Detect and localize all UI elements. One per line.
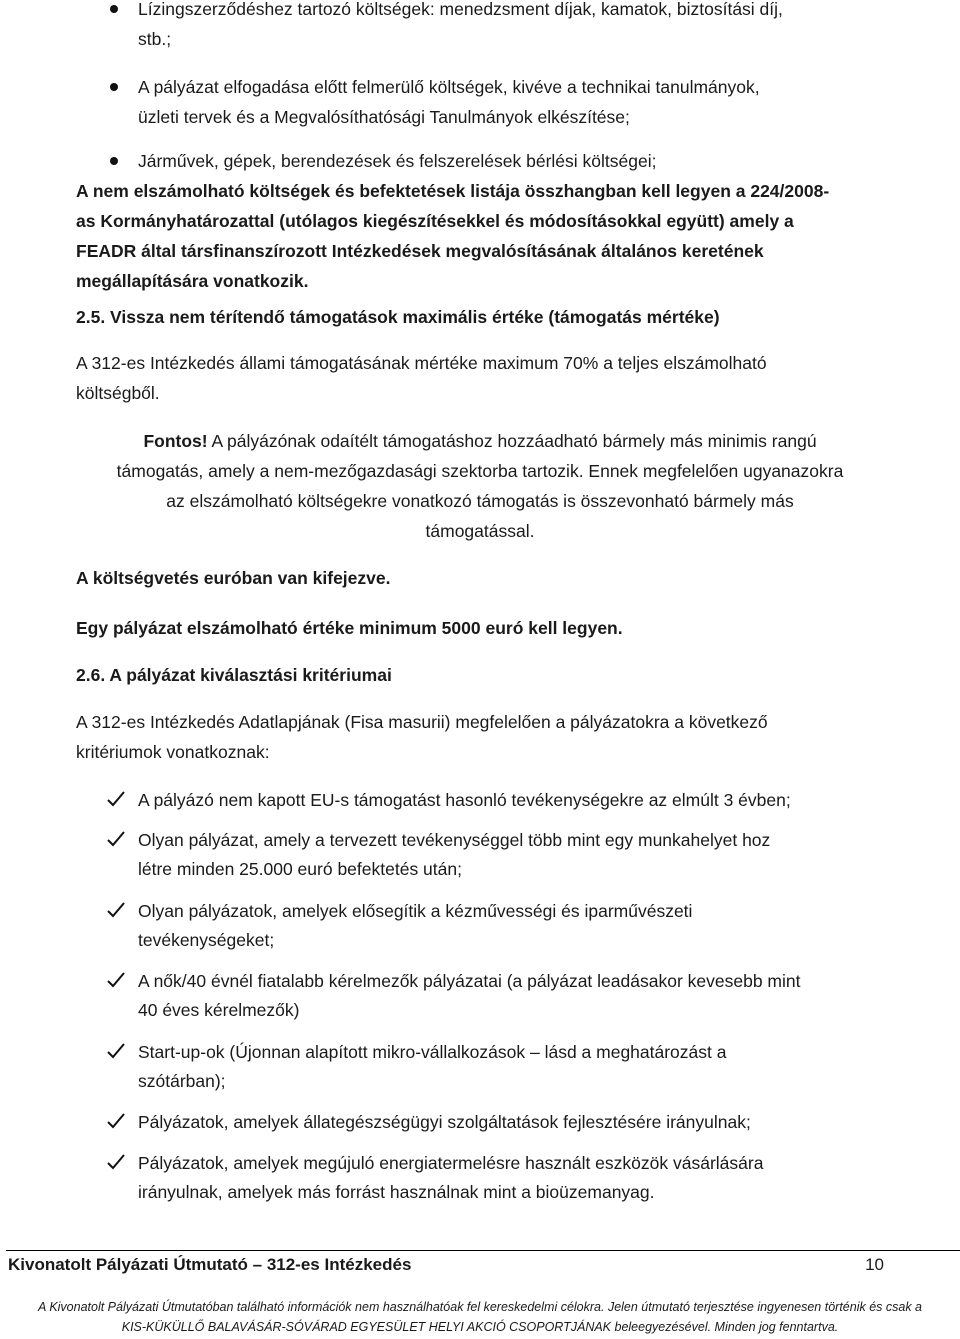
text-line: létre minden 25.000 euró befektetés után; bbox=[138, 859, 462, 879]
text-line: FEADR által társfinanszírozott Intézkedések megvalósításának általános keretének bbox=[76, 241, 764, 261]
checkmark-icon bbox=[106, 1111, 126, 1131]
text-line: Olyan pályázat, amely a tervezett tevékenységgel több mint egy munkahelyet hoz bbox=[138, 830, 771, 850]
important-label: Fontos! bbox=[143, 431, 208, 451]
checkmark-icon bbox=[106, 1041, 126, 1061]
important-note bbox=[60, 426, 900, 546]
text-line: A 312-es Intézkedés állami támogatásának mértéke maximum 70% a teljes elszámolható bbox=[76, 353, 767, 373]
page-number: 10 bbox=[865, 1255, 884, 1274]
text-line: A pályázónak odaítélt támogatáshoz hozzáadható bármely más minimis rangú bbox=[207, 431, 817, 451]
text-line: az elszámolható költségekre vonatkozó támogatás is összevonható bármely más bbox=[166, 491, 794, 511]
bullet-text: Járművek, gépek, berendezések és felszerelések bérlési költségei; bbox=[138, 151, 657, 171]
footer-title-text: – 312-es Intézkedés bbox=[252, 1255, 412, 1274]
section-heading-2-5: 2.5. Vissza nem térítendő támogatások maximális értéke (támogatás mértéke) bbox=[76, 307, 720, 327]
text-line: A nők/40 évnél fiatalabb kérelmezők pályázatai (a pályázat leadásakor kevesebb mint bbox=[138, 971, 801, 991]
checkmark-icon bbox=[106, 970, 126, 990]
non-eligible-paragraph bbox=[76, 176, 906, 296]
bullet-item-3 bbox=[138, 146, 898, 176]
text-line: Start-up-ok (Újonnan alapított mikro-vállalkozások – lásd a meghatározást a bbox=[138, 1042, 727, 1062]
text-line: irányulnak, amelyek más forrást használnak mint a bioüzemanyag. bbox=[138, 1182, 655, 1202]
text-line: A nem elszámolható költségek és befektetések listája összhangban kell legyen a 224/2008- bbox=[76, 181, 830, 201]
bullet-item-2 bbox=[138, 72, 898, 132]
footer-title-text: Kivonatolt Pályázati Útmutató bbox=[8, 1255, 253, 1274]
text-line: Pályázatok, amelyek megújuló energiatermelésre használt eszközök vásárlására bbox=[138, 1153, 764, 1173]
text-line: szótárban); bbox=[138, 1071, 226, 1091]
footer-title bbox=[8, 1253, 411, 1277]
bullet-text: A pályázat elfogadása előtt felmerülő költségek, kivéve a technikai tanulmányok, bbox=[138, 77, 760, 97]
budget-currency-note: A költségvetés euróban van kifejezve. bbox=[76, 568, 391, 588]
criteria-item-6 bbox=[138, 1108, 898, 1137]
text-line: támogatás, amely a nem-mezőgazdasági szektorba tartozik. Ennek megfelelően ugyanazokra bbox=[116, 461, 844, 481]
text-line: A pályázó nem kapott EU-s támogatást hasonló tevékenységekre az elmúlt 3 évben; bbox=[138, 790, 791, 810]
criteria-item-1 bbox=[138, 786, 898, 815]
support-rate-paragraph bbox=[76, 348, 916, 408]
text-line: támogatással. bbox=[425, 521, 535, 541]
text-line: Olyan pályázatok, amelyek elősegítik a kézművességi és iparművészeti bbox=[138, 901, 693, 921]
checkmark-icon bbox=[106, 789, 126, 809]
bullet-text: Lízingszerződéshez tartozó költségek: menedzsment díjak, kamatok, biztosítási díj, bbox=[138, 0, 783, 19]
footer-disclaimer-line-1: A Kivonatolt Pályázati Útmutatóban található információk nem használhatóak fel kereskedelmi célokra. Jelen útmutató terjesztése ingyenesen történik és csak a bbox=[37, 1300, 923, 1314]
bullet-dot bbox=[110, 83, 118, 91]
text-line: 40 éves kérelmezők) bbox=[138, 1000, 300, 1020]
section-heading-2-6: 2.6. A pályázat kiválasztási kritériumai bbox=[76, 665, 392, 685]
bullet-dot bbox=[110, 5, 118, 13]
text-line: kritériumok vonatkoznak: bbox=[76, 742, 270, 762]
text-line: költségből. bbox=[76, 383, 160, 403]
criteria-item-3 bbox=[138, 897, 898, 955]
checkmark-icon bbox=[106, 829, 126, 849]
text-line: megállapítására vonatkozik. bbox=[76, 271, 309, 291]
criteria-item-4 bbox=[138, 967, 898, 1025]
text-line: tevékenységeket; bbox=[138, 930, 275, 950]
criteria-intro-paragraph bbox=[76, 707, 916, 767]
text-line: A 312-es Intézkedés Adatlapjának (Fisa masurii) megfelelően a pályázatokra a következő bbox=[76, 712, 768, 732]
checkmark-icon bbox=[106, 900, 126, 920]
bullet-dot bbox=[110, 157, 118, 165]
bullet-text: stb.; bbox=[138, 29, 172, 49]
footer-divider bbox=[6, 1250, 960, 1251]
bullet-text: üzleti tervek és a Megvalósíthatósági Tanulmányok elkészítése; bbox=[138, 107, 630, 127]
minimum-value-note: Egy pályázat elszámolható értéke minimum 5000 euró kell legyen. bbox=[76, 618, 623, 638]
criteria-item-7 bbox=[138, 1149, 898, 1207]
text-line: as Kormányhatározattal (utólagos kiegészítésekkel és módosításokkal együtt) amely a bbox=[76, 211, 794, 231]
bullet-item-1 bbox=[138, 0, 898, 54]
checkmark-icon bbox=[106, 1152, 126, 1172]
criteria-item-2 bbox=[138, 826, 898, 884]
criteria-item-5 bbox=[138, 1038, 898, 1096]
footer-disclaimer-line-2: KIS-KÜKÜLLŐ BALAVÁSÁR-SÓVÁRAD EGYESÜLET HELYI AKCIÓ CSOPORTJÁNAK beleegyezésével. Minden jog fenntartva. bbox=[121, 1320, 839, 1334]
text-line: Pályázatok, amelyek állategészségügyi szolgáltatások fejlesztésére irányulnak; bbox=[138, 1112, 751, 1132]
